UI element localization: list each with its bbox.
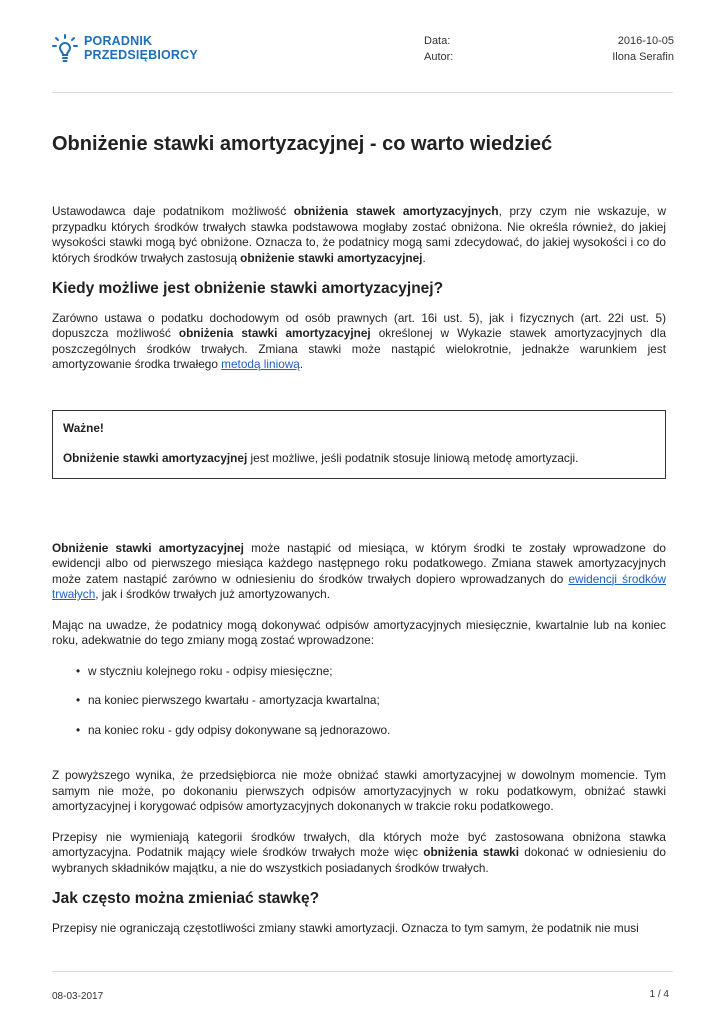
paragraph-2: Obniżenie stawki amortyzacyjnej może nastąpić od miesiąca, w którym środki te zostały wprowadzone do ewidencji albo od pierwszego miesiąca każdego następnego roku podatkowego. Zmiana stawek amortyzacyjnych może zatem nastąpić zarówno w odniesieniu do środków trwałych dopiero wprowadzanych do ewidencji środków trwałych, jak i środków trwałych już amortyzowanych. — [52, 540, 667, 601]
list-item: • na koniec pierwszego kwartału - amortyzacja kwartalna; — [88, 693, 666, 709]
section2-paragraph: Przepisy nie ograniczają częstotliwości zmiany stawki amortyzacji. Oznacza to tym samym, że podatnik nie musi — [52, 920, 639, 935]
logo[interactable] — [52, 34, 198, 64]
paragraph-4: Z powyższego wynika, że przedsiębiorca nie może obniżać stawki amortyzacyjnej w dowolnym momencie. Tym samym nie może, po dokonaniu pierwszych odpisów amortyzacyjnych w roku podatkowym, obniżać stawki amortyzacyjnej i korygować odpisów amortyzacyjnych dokonanych w trakcie roku podatkowego. — [52, 768, 666, 813]
section-heading-when: Kiedy możliwe jest obniżenie stawki amortyzacyjnej? — [52, 280, 444, 297]
note-text: Obniżenie stawki amortyzacyjnej jest możliwe, jeśli podatnik stosuje liniową metodę amortyzacji. — [63, 451, 579, 465]
link-metoda-liniowa[interactable]: metodą liniową — [221, 357, 300, 371]
section1-paragraph: Zarówno ustawa o podatku dochodowym od osób prawnych (art. 16i ust. 5), jak i fizycznych (art. 22i ust. 5) dopuszcza możliwość obniżenia stawki amortyzacyjnej określonej w Wykazie stawek amortyzacyjnych dla poszczególnych środków trwałych. Zmiana stawki może nastąpić wielokrotnie, jednakże warunkiem jest amortyzowanie środka trwałego metodą liniową. — [52, 310, 667, 371]
paragraph-3: Mając na uwadze, że podatnicy mogą dokonywać odpisów amortyzacyjnych miesięcznie, kwartalnie lub na koniec roku, adekwatnie do tego zmiany mogą zostać wprowadzone: — [52, 617, 666, 647]
list-item: • na koniec roku - gdy odpisy dokonywane są jednorazowo. — [88, 723, 666, 739]
footer-divider — [52, 971, 673, 972]
list-item: • w styczniu kolejnego roku - odpisy miesięczne; — [88, 664, 666, 680]
important-note-box — [52, 410, 666, 479]
document-meta — [424, 33, 674, 65]
page-number: 1 / 4 — [649, 989, 669, 1000]
bullet-list — [52, 664, 666, 739]
logo-line1: PORADNIK — [84, 34, 153, 48]
logo-line2: PRZEDSIĘBIORCY — [84, 48, 198, 62]
author-value: Ilona Serafin — [612, 51, 674, 63]
logo-text — [84, 34, 198, 62]
link-ewidencja-srodkow-trwalych[interactable]: ewidencji środków trwałych — [52, 571, 667, 601]
header-divider — [52, 92, 673, 93]
paragraph-5: Przepisy nie wymieniają kategorii środków trwałych, dla których może być zastosowana obniżona stawka amortyzacyjna. Podatnik mający wiele środków trwałych może więc obniżenia stawki dokonać w odniesieniu do wybranych składników majątku, a nie do wszystkich posiadanych środków trwałych. — [52, 829, 666, 875]
date-label: Data: — [424, 35, 451, 47]
section-heading-how-often: Jak często można zmieniać stawkę? — [52, 890, 320, 907]
intro-paragraph: Ustawodawca daje podatnikom możliwość obniżenia stawek amortyzacyjnych, przy czym nie wskazuje, w przypadku których środków trwałych stawka podstawowa mogłaby zostać obniżona. Nie określa również, do jakiej wysokości stawki mogą być obniżone. Oznacza to, że podatnicy mogą sami zdecydować, do jakiej wysokości i co do których środków trwałych zastosują obniżenie stawki amortyzacyjnej. — [52, 204, 666, 265]
page-title: Obniżenie stawki amortyzacyjnej - co warto wiedzieć — [52, 133, 553, 155]
article-body — [52, 204, 666, 951]
footer-date: 08-03-2017 — [52, 991, 104, 1002]
note-title: Ważne! — [63, 420, 104, 435]
author-label: Autor: — [424, 51, 454, 63]
date-value: 2016-10-05 — [617, 35, 674, 47]
lightbulb-icon — [52, 34, 78, 64]
